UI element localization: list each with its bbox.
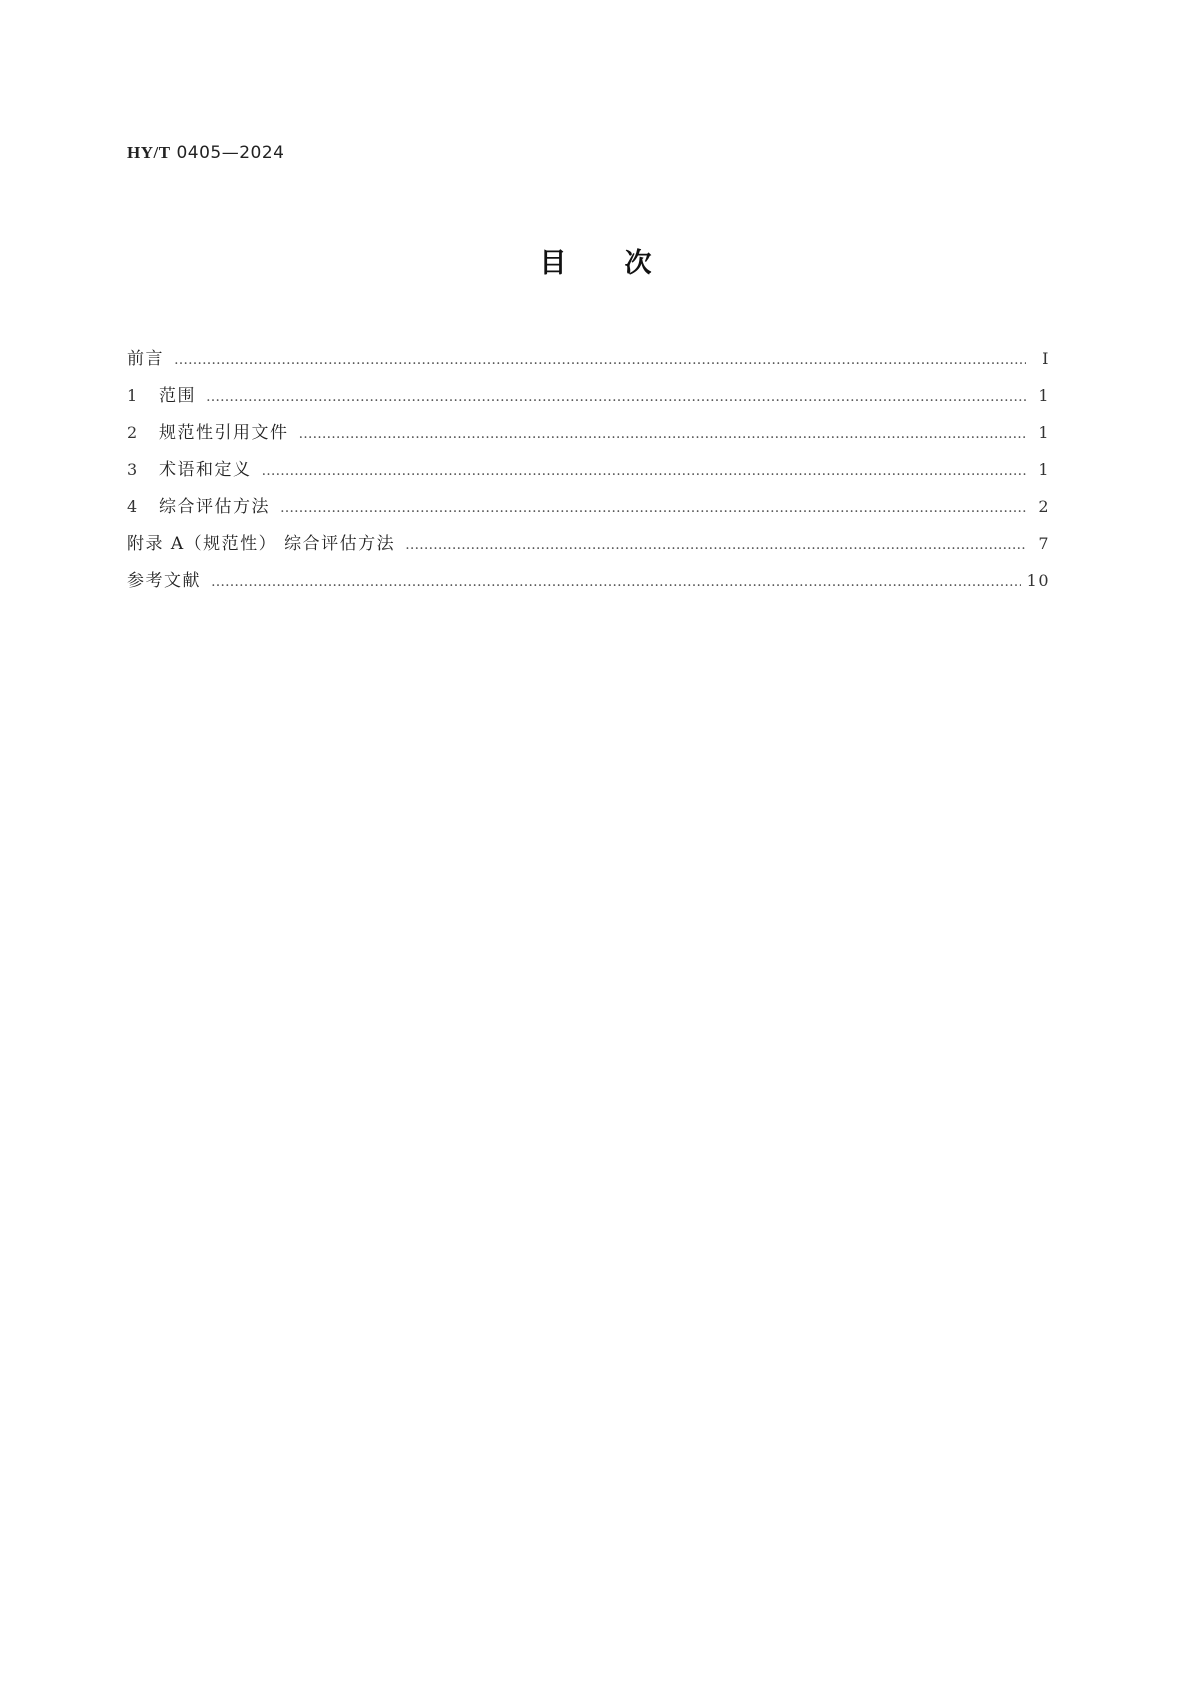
toc-page-number: Ⅰ [1042,349,1050,368]
toc-entry-scope[interactable] [127,377,1050,414]
toc-label: 规范性引用文件 [159,423,289,443]
toc-leader-dots [206,379,1026,416]
toc-section-number: 1 [127,386,139,405]
toc-section-number: 2 [127,423,139,442]
toc-label: 参考文献 [127,571,201,591]
toc-page-number: 1 [1038,386,1050,405]
standard-code: 0405—2024 [170,143,285,163]
toc-label: 附录 A（规范性） 综合评估方法 [127,534,396,554]
toc-entry-terms-definitions[interactable] [127,451,1050,488]
standard-prefix: HY/T [127,143,171,162]
toc-section-number: 4 [127,497,139,516]
toc-label: 综合评估方法 [159,497,270,517]
toc-page-number: 2 [1038,497,1050,516]
standard-number [127,143,285,163]
page-title: 目次 [539,248,710,279]
toc-entry-normative-references[interactable] [127,414,1050,451]
toc-leader-dots [211,564,1021,601]
toc-label: 范围 [159,386,196,406]
toc-page-number: 10 [1026,571,1050,590]
table-of-contents [127,340,1050,599]
toc-page-number: 1 [1038,423,1050,442]
toc-leader-dots [405,527,1026,564]
toc-label: 术语和定义 [159,460,252,480]
toc-entry-appendix-a[interactable] [127,525,1050,562]
toc-entry-assessment-method[interactable] [127,488,1050,525]
toc-leader-dots [280,490,1026,527]
toc-entry-bibliography[interactable] [127,562,1050,599]
toc-label: 前言 [127,349,164,369]
toc-page-number: 1 [1038,460,1050,479]
toc-leader-dots [262,453,1027,490]
toc-entry-foreword[interactable] [127,340,1050,377]
toc-section-number: 3 [127,460,139,479]
toc-leader-dots [174,342,1026,379]
toc-leader-dots [299,416,1027,453]
toc-page-number: 7 [1038,534,1050,553]
